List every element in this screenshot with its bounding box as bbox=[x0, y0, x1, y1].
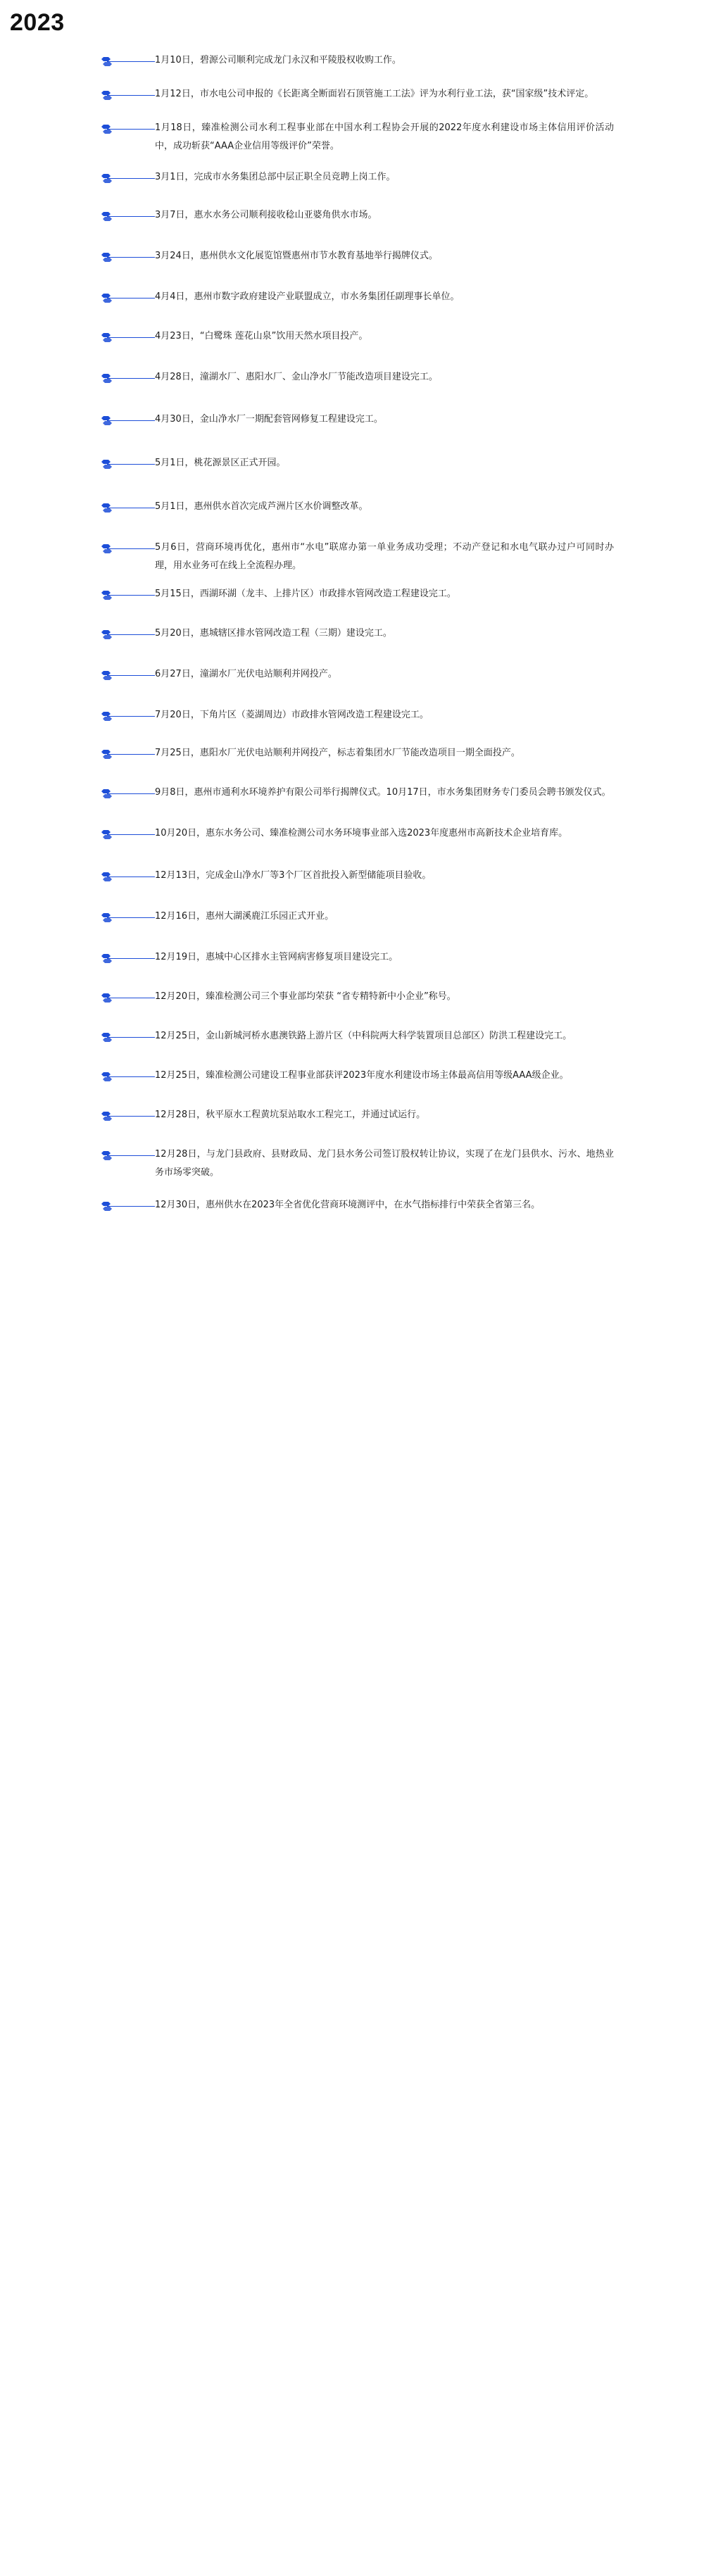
water-drop-icon bbox=[101, 1071, 115, 1083]
timeline-event bbox=[0, 498, 704, 523]
timeline-event-text: 4月30日，金山净水厂一期配套管网修复工程建设完工。 bbox=[155, 414, 383, 425]
timeline-event bbox=[0, 454, 704, 479]
water-drop-icon bbox=[101, 332, 115, 344]
water-drop-icon bbox=[101, 871, 115, 883]
water-drop-icon bbox=[101, 415, 115, 427]
timeline-event-text: 6月27日，潼湖水厂光伏电站顺利并网投产。 bbox=[155, 669, 337, 680]
timeline-event-text: 5月20日，惠城辖区排水管网改造工程（三期）建设完工。 bbox=[155, 628, 392, 639]
timeline-event bbox=[0, 1106, 704, 1131]
water-drop-icon bbox=[101, 912, 115, 924]
timeline-marker bbox=[0, 665, 118, 686]
timeline-event-text: 9月8日，惠州市通利水环境养护有限公司举行揭牌仪式。10月17日，市水务集团财务专门委员会聘书颁发仪式。 bbox=[155, 787, 611, 798]
timeline-event bbox=[0, 907, 704, 933]
timeline-event bbox=[0, 784, 704, 809]
timeline-list bbox=[0, 51, 704, 1221]
timeline-marker bbox=[0, 988, 118, 1009]
timeline-event bbox=[0, 119, 704, 156]
water-drop-icon bbox=[101, 1200, 115, 1212]
water-drop-icon bbox=[101, 829, 115, 841]
timeline-event-text: 5月1日，桃花源景区正式开园。 bbox=[155, 458, 286, 469]
timeline-event bbox=[0, 988, 704, 1013]
timeline-event-text: 4月28日，潼湖水厂、惠阳水厂、金山净水厂节能改造项目建设完工。 bbox=[155, 372, 438, 383]
timeline-event-text: 1月12日，市水电公司申报的《长距离全断面岩石顶管施工工法》评为水利行业工法，获“国家级”技术评定。 bbox=[155, 89, 594, 100]
timeline-event bbox=[0, 665, 704, 691]
timeline-event bbox=[0, 744, 704, 769]
water-drop-icon bbox=[101, 56, 115, 68]
timeline-event-text: 12月25日，金山新城河桥水惠澳铁路上游片区（中科院两大科学装置项目总部区）防洪工程建设完工。 bbox=[155, 1031, 572, 1042]
timeline-event bbox=[0, 51, 704, 77]
water-drop-icon bbox=[101, 1031, 115, 1043]
timeline-event-text: 12月30日，惠州供水在2023年全省优化营商环境测评中，在水气指标排行中荣获全省第三名。 bbox=[155, 1200, 541, 1211]
timeline-marker bbox=[0, 1027, 118, 1048]
timeline-event-text: 4月4日，惠州市数字政府建设产业联盟成立，市水务集团任副理事长单位。 bbox=[155, 291, 460, 303]
water-drop-icon bbox=[101, 251, 115, 263]
water-drop-icon bbox=[101, 543, 115, 555]
timeline-event bbox=[0, 1145, 704, 1182]
timeline-marker bbox=[0, 85, 118, 106]
timeline-event bbox=[0, 824, 704, 850]
timeline-marker bbox=[0, 119, 118, 140]
water-drop-icon bbox=[101, 458, 115, 470]
timeline-event-text: 12月25日，臻准检测公司建设工程事业部获评2023年度水利建设市场主体最高信用等级AAA级企业。 bbox=[155, 1070, 569, 1081]
timeline-event bbox=[0, 410, 704, 436]
timeline-event-text: 3月1日，完成市水务集团总部中层正职全员竞聘上岗工作。 bbox=[155, 172, 396, 183]
timeline-event-text: 12月13日，完成金山净水厂等3个厂区首批投入新型储能项目验收。 bbox=[155, 870, 432, 881]
timeline-marker bbox=[0, 327, 118, 348]
timeline-event-text: 12月28日，秋平原水工程黄坑泵站取水工程完工，并通过试运行。 bbox=[155, 1110, 426, 1121]
timeline-event bbox=[0, 706, 704, 731]
water-drop-icon bbox=[101, 89, 115, 101]
water-drop-icon bbox=[101, 1150, 115, 1162]
timeline-event bbox=[0, 948, 704, 974]
timeline-marker bbox=[0, 539, 118, 560]
water-drop-icon bbox=[101, 123, 115, 135]
timeline-event bbox=[0, 539, 704, 575]
timeline-event bbox=[0, 327, 704, 353]
timeline-marker bbox=[0, 498, 118, 519]
timeline-event-text: 5月15日，西湖环湖（龙丰、上排片区）市政排水管网改造工程建设完工。 bbox=[155, 589, 456, 600]
timeline-event-text: 5月6日，营商环境再优化，惠州市“水电”联席办第一单业务成功受理；不动产登记和水电气联办过户可同时办理，用水业务可在线上全流程办理。 bbox=[155, 542, 614, 572]
timeline-event bbox=[0, 1067, 704, 1092]
timeline-event bbox=[0, 168, 704, 194]
timeline-event bbox=[0, 85, 704, 111]
water-drop-icon bbox=[101, 788, 115, 800]
timeline-event-text: 10月20日，惠东水务公司、臻准检测公司水务环境事业部入选2023年度惠州市高新技术企业培育库。 bbox=[155, 828, 568, 839]
water-drop-icon bbox=[101, 748, 115, 760]
water-drop-icon bbox=[101, 992, 115, 1004]
timeline-event-text: 5月1日，惠州供水首次完成芦洲片区水价调整改革。 bbox=[155, 501, 368, 513]
timeline-marker bbox=[0, 784, 118, 805]
water-drop-icon bbox=[101, 211, 115, 222]
water-drop-icon bbox=[101, 710, 115, 722]
water-drop-icon bbox=[101, 1110, 115, 1122]
timeline-event-text: 4月23日，“白鹭珠 莲花山泉”饮用天然水项目投产。 bbox=[155, 331, 368, 342]
timeline-event bbox=[0, 1027, 704, 1053]
timeline-marker bbox=[0, 907, 118, 929]
page-title: 2023 bbox=[10, 9, 65, 36]
timeline-marker bbox=[0, 1196, 118, 1217]
timeline-marker bbox=[0, 168, 118, 189]
timeline-marker bbox=[0, 368, 118, 389]
timeline-event-text: 7月20日，下角片区（菱湖周边）市政排水管网改造工程建设完工。 bbox=[155, 710, 429, 721]
water-drop-icon bbox=[101, 172, 115, 184]
water-drop-icon bbox=[101, 953, 115, 965]
timeline-event bbox=[0, 206, 704, 232]
timeline-event-text: 3月7日，惠水水务公司顺利接收稔山亚婆角供水市场。 bbox=[155, 210, 377, 221]
timeline-event-text: 12月28日，与龙门县政府、县财政局、龙门县水务公司签订股权转让协议，实现了在龙门县供水、污水、地热业务市场零突破。 bbox=[155, 1149, 614, 1179]
timeline-event-text: 1月10日，碧源公司顺利完成龙门永汉和平陵股权收购工作。 bbox=[155, 55, 401, 66]
timeline-marker bbox=[0, 585, 118, 606]
water-drop-icon bbox=[101, 629, 115, 641]
timeline-event bbox=[0, 368, 704, 394]
timeline-event bbox=[0, 867, 704, 892]
timeline-marker bbox=[0, 706, 118, 727]
timeline-event bbox=[0, 585, 704, 610]
timeline-marker bbox=[0, 1067, 118, 1088]
timeline-event-text: 12月20日，臻准检测公司三个事业部均荣获 “省专精特新中小企业”称号。 bbox=[155, 991, 456, 1003]
timeline-marker bbox=[0, 206, 118, 227]
timeline-marker bbox=[0, 288, 118, 309]
timeline-marker bbox=[0, 948, 118, 969]
water-drop-icon bbox=[101, 670, 115, 681]
timeline-marker bbox=[0, 624, 118, 646]
timeline-marker bbox=[0, 744, 118, 765]
timeline-marker bbox=[0, 824, 118, 846]
timeline-event bbox=[0, 624, 704, 650]
timeline-event-text: 7月25日，惠阳水厂光伏电站顺利并网投产，标志着集团水厂节能改造项目一期全面投产。 bbox=[155, 748, 520, 759]
timeline-marker bbox=[0, 1106, 118, 1127]
timeline-event-text: 12月19日，惠城中心区排水主管网病害修复项目建设完工。 bbox=[155, 952, 398, 963]
timeline-marker bbox=[0, 1145, 118, 1167]
timeline-marker bbox=[0, 247, 118, 268]
timeline-marker bbox=[0, 51, 118, 73]
water-drop-icon bbox=[101, 502, 115, 514]
timeline-event-text: 12月16日，惠州大湖溪鹿江乐园正式开业。 bbox=[155, 911, 334, 922]
timeline-event bbox=[0, 288, 704, 313]
timeline-page bbox=[0, 0, 704, 1255]
timeline-event-text: 1月18日，臻准检测公司水利工程事业部在中国水利工程协会开展的2022年度水利建设市场主体信用评价活动中，成功斩获“AAA企业信用等级评价”荣誉。 bbox=[155, 122, 614, 152]
timeline-event bbox=[0, 247, 704, 272]
water-drop-icon bbox=[101, 589, 115, 601]
water-drop-icon bbox=[101, 292, 115, 304]
timeline-marker bbox=[0, 867, 118, 888]
timeline-event-text: 3月24日，惠州供水文化展览馆暨惠州市节水教育基地举行揭牌仪式。 bbox=[155, 251, 438, 262]
timeline-event bbox=[0, 1196, 704, 1221]
water-drop-icon bbox=[101, 372, 115, 384]
timeline-marker bbox=[0, 410, 118, 432]
timeline-marker bbox=[0, 454, 118, 475]
